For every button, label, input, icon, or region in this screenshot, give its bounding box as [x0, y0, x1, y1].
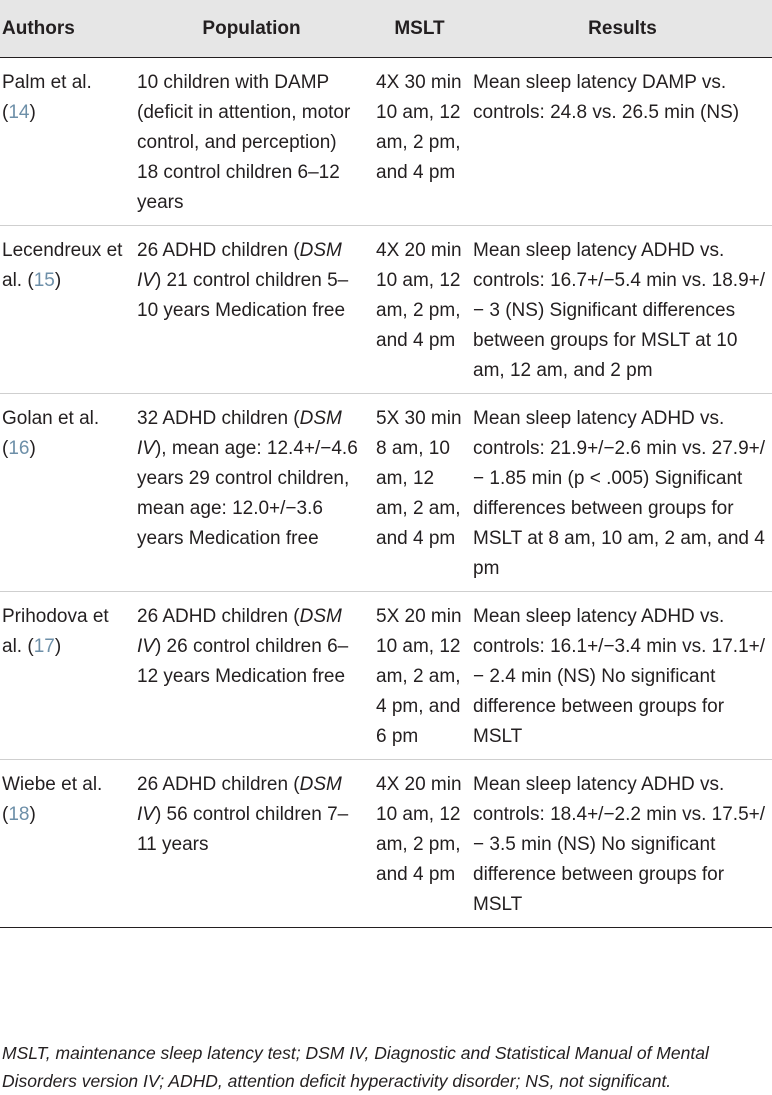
cell-mslt: 4X 20 min 10 am, 12 am, 2 pm, and 4 pm: [366, 226, 473, 394]
cell-mslt: 5X 30 min 8 am, 10 am, 12 am, 2 am, and 4 pm: [366, 394, 473, 592]
cell-results: Mean sleep latency ADHD vs. controls: 18.4+/−2.2 min vs. 17.5+/− 3.5 min (NS) No significant difference between groups for MSLT: [473, 760, 772, 928]
author-name: Palm et al.: [2, 72, 92, 93]
cell-authors: Golan et al. (16): [0, 394, 137, 592]
reference-link[interactable]: 16: [8, 438, 30, 459]
cell-mslt: 4X 20 min 10 am, 12 am, 2 pm, and 4 pm: [366, 760, 473, 928]
author-name: Lecendreux et al.: [2, 240, 123, 291]
author-name: Golan et al.: [2, 408, 100, 429]
cell-population: [137, 226, 366, 394]
author-name: Prihodova et al.: [2, 606, 109, 657]
table-row: [0, 394, 772, 592]
author-name: Wiebe et al.: [2, 774, 103, 795]
table-row: [0, 592, 772, 760]
population-text: 26 ADHD children (: [137, 240, 300, 261]
cell-authors: Prihodova et al. (17): [0, 592, 137, 760]
cell-results: Mean sleep latency ADHD vs. controls: 16.7+/−5.4 min vs. 18.9+/− 3 (NS) Significant differences between groups for MSLT at 10 am, 12 am, and 2 pm: [473, 226, 772, 394]
cell-results: Mean sleep latency ADHD vs. controls: 16.1+/−3.4 min vs. 17.1+/− 2.4 min (NS) No significant difference between groups for MSLT: [473, 592, 772, 760]
table-row: [0, 58, 772, 226]
population-text: ), mean age: 12.4+/−4.6 years 29 control children, mean age: 12.0+/−3.6 years Medication free: [137, 438, 358, 549]
header-population: Population: [137, 0, 366, 58]
cell-mslt: 5X 20 min 10 am, 12 am, 2 am, 4 pm, and 6 pm: [366, 592, 473, 760]
header-mslt: MSLT: [366, 0, 473, 58]
dsm-term: DSM IV: [137, 606, 342, 657]
dsm-term: DSM IV: [137, 774, 342, 825]
population-text: ) 26 control children 6–12 years Medication free: [137, 636, 349, 687]
population-text: 26 ADHD children (: [137, 606, 300, 627]
cell-authors: Palm et al. (14): [0, 58, 137, 226]
population-text: ) 21 control children 5–10 years Medication free: [137, 270, 349, 321]
reference-link[interactable]: 18: [8, 804, 30, 825]
population-text: 32 ADHD children (: [137, 408, 300, 429]
reference-link[interactable]: 15: [33, 270, 55, 291]
cell-population: 10 children with DAMP (deficit in attention, motor control, and perception) 18 control children 6–12 years: [137, 58, 366, 226]
cell-population: [137, 394, 366, 592]
cell-results: Mean sleep latency DAMP vs. controls: 24.8 vs. 26.5 min (NS): [473, 58, 772, 226]
population-text: ) 56 control children 7–11 years: [137, 804, 349, 855]
header-authors: Authors: [0, 0, 137, 58]
cell-population: [137, 760, 366, 928]
reference-link[interactable]: 14: [8, 102, 30, 123]
table-footnote: MSLT, maintenance sleep latency test; DSM IV, Diagnostic and Statistical Manual of Mental Disorders version IV; ADHD, attention deficit hyperactivity disorder; NS, not significant.: [2, 1043, 709, 1091]
cell-authors: Wiebe et al. (18): [0, 760, 137, 928]
table-row: [0, 226, 772, 394]
cell-mslt: 4X 30 min 10 am, 12 am, 2 pm, and 4 pm: [366, 58, 473, 226]
cell-results: Mean sleep latency ADHD vs. controls: 21.9+/−2.6 min vs. 27.9+/− 1.85 min (p < .005) Significant differences between groups for MSLT at 8 am, 10 am, 2 am, and 4 pm: [473, 394, 772, 592]
header-results: Results: [473, 0, 772, 58]
dsm-term: DSM IV: [137, 408, 342, 459]
header-row: [0, 0, 772, 58]
cell-authors: Lecendreux et al. (15): [0, 226, 137, 394]
table-row: [0, 760, 772, 928]
reference-link[interactable]: 17: [33, 636, 55, 657]
cell-population: [137, 592, 366, 760]
dsm-term: DSM IV: [137, 240, 342, 291]
population-text: 26 ADHD children (: [137, 774, 300, 795]
